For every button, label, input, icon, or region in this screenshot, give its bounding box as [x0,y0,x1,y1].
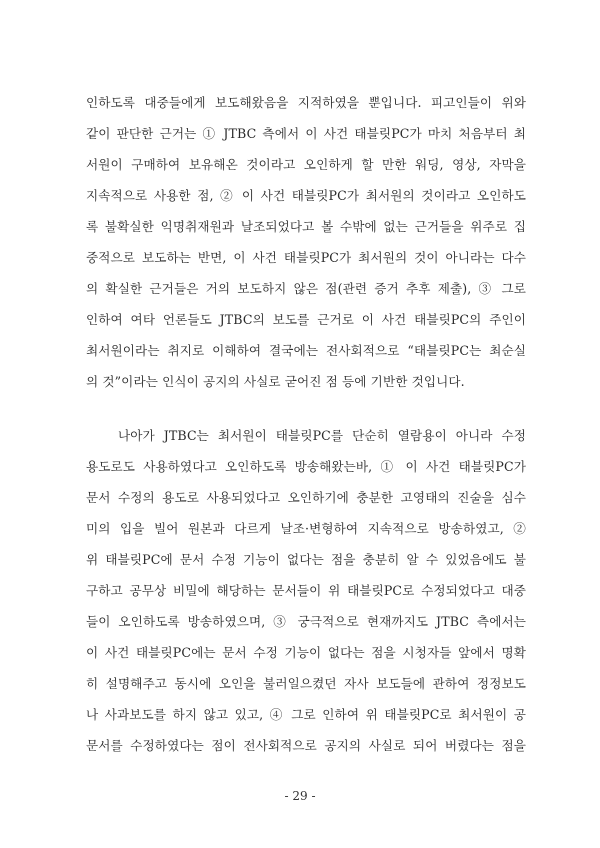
text-line: 문서 수정의 용도로 사용되었다고 오인하기에 충분한 고영태의 진술을 심수 [86,490,526,505]
text-line: 이 사건 태블릿PC에는 문서 수정 기능이 없다는 점을 시청자들 앞에서 명확 [86,645,526,660]
text-line: 인하여 여타 언론들도 JTBC의 보도를 근거로 이 사건 태블릿PC의 주인이 [86,312,526,327]
text-line: 중적으로 보도하는 반면, 이 사건 태블릿PC가 최서원의 것이 아니라는 다수 [86,250,526,265]
text-line: 나아가 JTBC는 최서원이 태블릿PC를 단순히 열람용이 아니라 수정 [118,428,526,443]
page-number: - 29 - [284,789,316,803]
text-line: 같이 판단한 근거는 ① JTBC 측에서 이 사건 태블릿PC가 마치 처음부터 최 [86,126,526,141]
text-line: 들이 오인하도록 방송하였으며, ③ 궁극적으로 현재까지도 JTBC 측에서는 [86,614,526,629]
text-line: 지속적으로 사용한 점, ② 이 사건 태블릿PC가 최서원의 것이라고 오인하도 [86,188,526,203]
text-line: 나 사과보도를 하지 않고 있고, ④ 그로 인하여 위 태블릿PC로 최서원이 공 [86,707,526,722]
text-line: 록 불확실한 익명취재원과 날조되었다고 볼 수밖에 없는 근거들을 위주로 집 [86,219,526,234]
text-line: 히 설명해주고 동시에 오인을 불러일으켰던 자사 보도들에 관하여 정정보도 [86,676,526,691]
text-line: 구하고 공무상 비밀에 해당하는 문서들이 위 태블릿PC로 수정되었다고 대중 [86,583,526,598]
text-line: 서원이 구매하여 보유해온 것이라고 오인하게 할 만한 워딩, 영상, 자막을 [86,157,526,172]
text-line: 문서를 수정하였다는 점이 전사회적으로 공지의 사실로 되어 버렸다는 점을 [86,738,526,753]
text-line: 위 태블릿PC에 문서 수정 기능이 없다는 점을 충분히 알 수 있었음에도 불 [86,552,526,567]
text-line: 인하도록 대중들에게 보도해왔음을 지적하였을 뿐입니다. 피고인들이 위와 [86,95,526,110]
text-line: 의 것”이라는 인식이 공지의 사실로 굳어진 점 등에 기반한 것입니다. [86,374,465,389]
text-line: 미의 입을 빌어 원본과 다르게 날조·변형하여 지속적으로 방송하였고, ② [86,521,526,536]
text-line: 최서원이라는 취지로 이해하여 결국에는 전사회적으로 “태블릿PC는 최순실 [86,343,526,358]
text-line: 의 확실한 근거들은 거의 보도하지 않은 점(관련 증거 추후 제출), ③ 그로 [86,281,526,296]
text-line: 용도로도 사용하였다고 오인하도록 방송해왔는바, ① 이 사건 태블릿PC가 [86,459,526,474]
